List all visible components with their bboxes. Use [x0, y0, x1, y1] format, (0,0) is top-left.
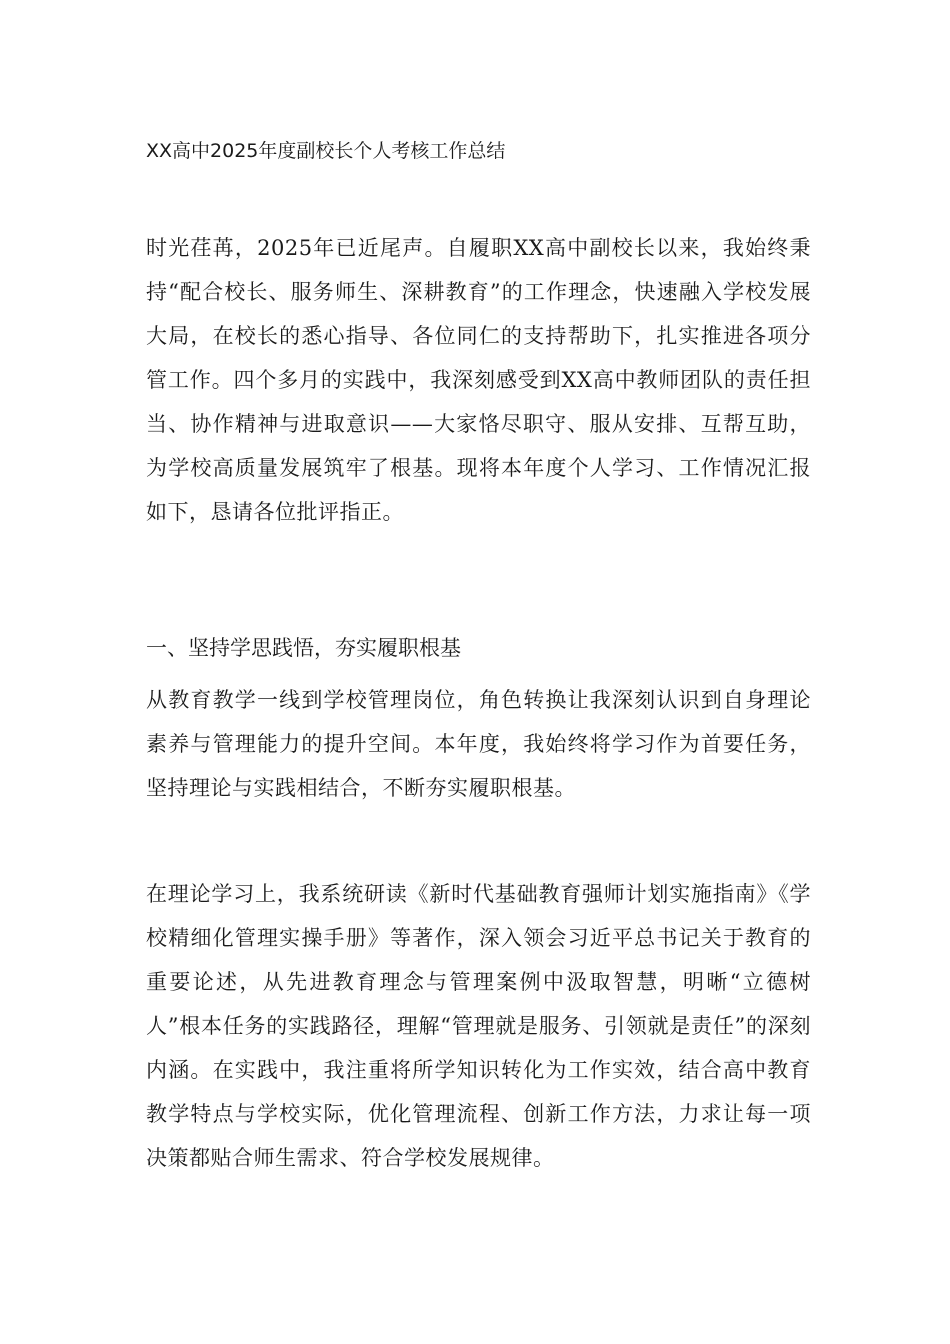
section-paragraph-2: 在理论学习上，我系统研读《新时代基础教育强师计划实施指南》《学校精细化管理实操手册》等著作，深入领会习近平总书记关于教育的重要论述，从先进教育理念与管理案例中汲取智慧，明晰“立德树人”根本任务的实践路径，理解“管理就是服务、引领就是责任”的深刻内涵。在实践中，我注重将所学知识转化为工作实效，结合高中教育教学特点与学校实际，优化管理流程、创新工作方法，力求让每一项决策都贴合师生需求、符合学校发展规律。	[146, 882, 811, 1170]
document-title: XX高中2025年度副校长个人考核工作总结	[146, 140, 506, 162]
intro-paragraph: 时光荏苒，2025年已近尾声。自履职XX高中副校长以来，我始终秉持“配合校长、服务师生、深耕教育”的工作理念，快速融入学校发展大局，在校长的悉心指导、各位同仁的支持帮助下，扎实推进各项分管工作。四个多月的实践中，我深刻感受到XX高中教师团队的责任担当、协作精神与进取意识——大家恪尽职守、服从安排、互帮互助，为学校高质量发展筑牢了根基。现将本年度个人学习、工作情况汇报如下，恳请各位批评指正。	[146, 236, 811, 524]
section-paragraph-1: 从教育教学一线到学校管理岗位，角色转换让我深刻认识到自身理论素养与管理能力的提升空间。本年度，我始终将学习作为首要任务，坚持理论与实践相结合，不断夯实履职根基。	[146, 688, 811, 800]
section-heading: 一、坚持学思践悟，夯实履职根基	[146, 636, 461, 660]
